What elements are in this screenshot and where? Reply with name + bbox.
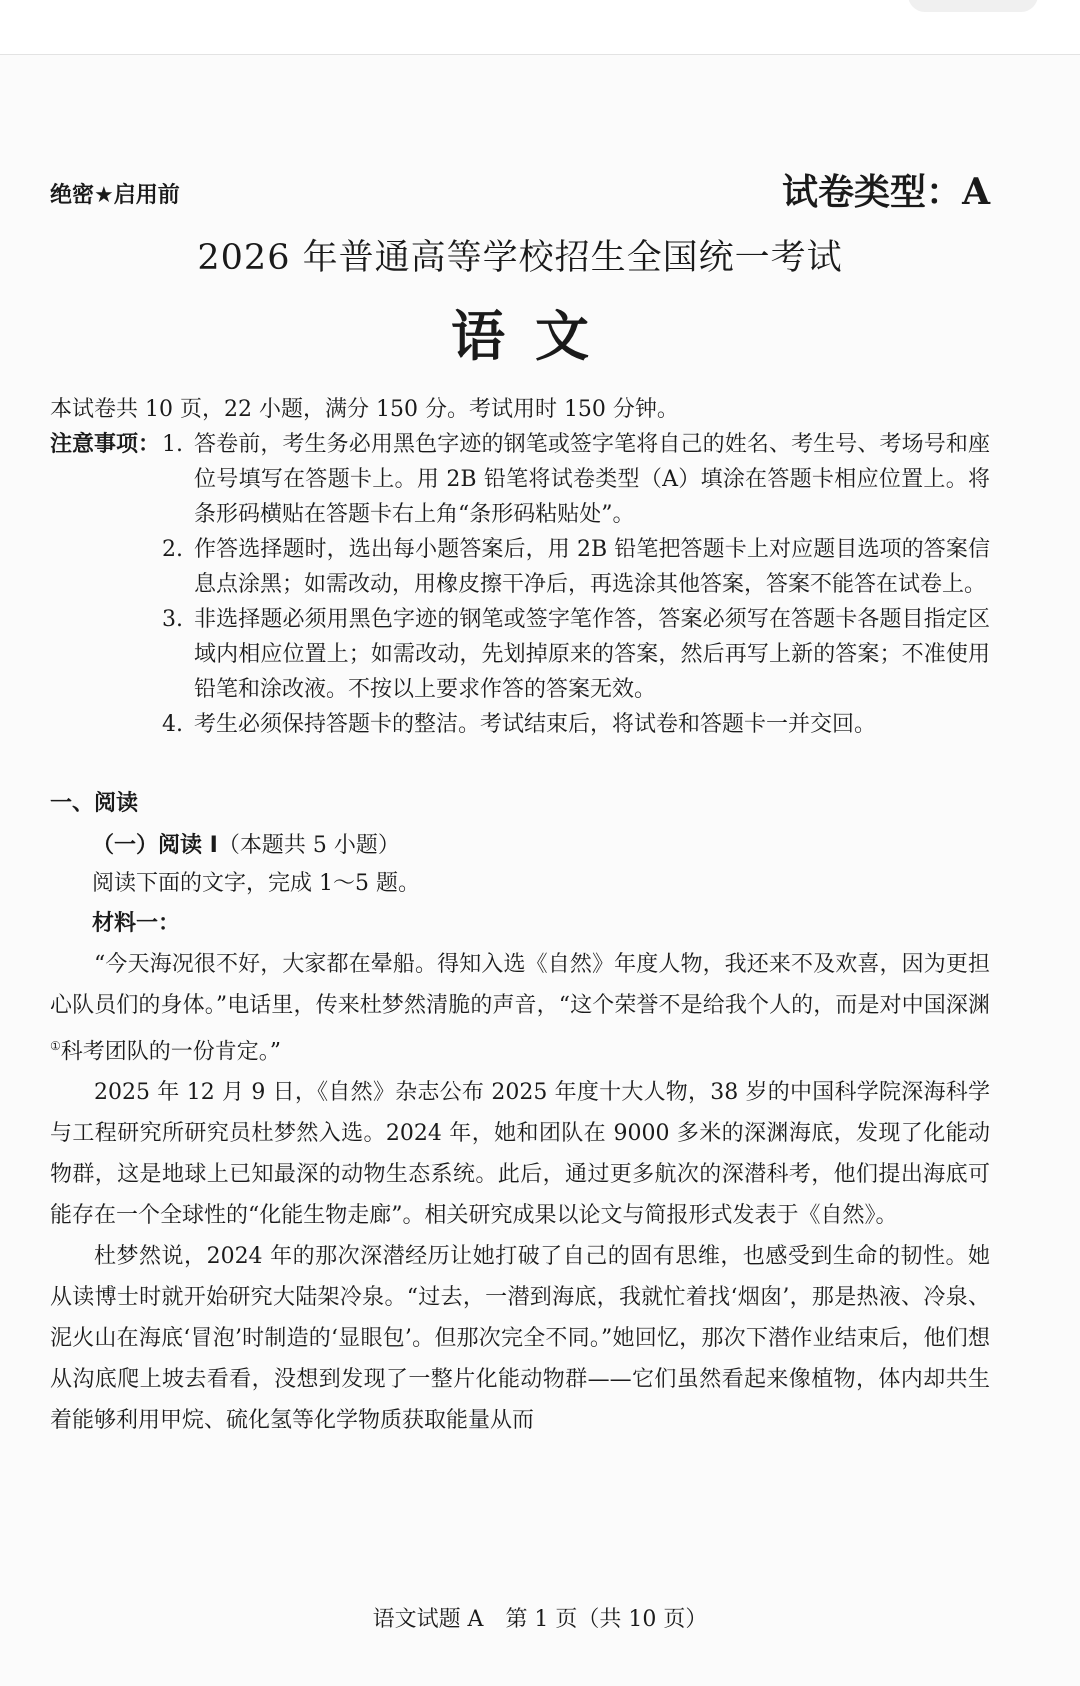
note-number: 2. xyxy=(162,537,183,562)
header-row xyxy=(50,160,990,216)
note-item xyxy=(50,532,990,602)
passage-paragraph xyxy=(50,944,990,1072)
note-number: 4. xyxy=(162,712,183,737)
subsection-title xyxy=(50,828,990,864)
note-text: 答卷前，考生务必用黑色字迹的钢笔或签字笔将自己的姓名、考生号、考场号和座位号填写在答题卡上。用 2B 铅笔将试卷类型（A）填涂在答题卡相应位置上。将条形码横贴在答题卡右上角“条形码粘贴处”。 xyxy=(194,432,990,527)
paper-type-label: 试卷类型： xyxy=(782,172,963,213)
passage-paragraph: 杜梦然说，2024 年的那次深潜经历让她打破了自己的固有思维，也感受到生命的韧性。她从读博士时就开始研究大陆架冷泉。“过去，一潜到海底，我就忙着找‘烟囱’，那是热液、冷泉、泥火山在海底‘冒泡’时制造的‘显眼包’。但那次完全不同。”她回忆，那次下潜作业结束后，他们想从沟底爬上坡去看看，没想到发现了一整片化能动物群——它们虽然看起来像植物，体内却共生着能够利用甲烷、硫化氢等化学物质获取能量从而 xyxy=(50,1244,990,1434)
exam-page xyxy=(50,160,990,1441)
subject-title: 语文 xyxy=(451,305,619,368)
note-item xyxy=(50,602,990,707)
paragraph-text: “今天海况很不好，大家都在晕船。得知入选《自然》年度人物，我还来不及欢喜，因为更担心队员们的身体。”电话里，传来杜梦然清脆的声音，“这个荣誉不是给我个人的，而是对中国深渊 xyxy=(50,952,990,1018)
note-item xyxy=(50,427,990,532)
passage-paragraph: 2025 年 12 月 9 日，《自然》杂志公布 2025 年度十大人物，38 岁的中国科学院深海科学与工程研究所研究员杜梦然入选。2024 年，她和团队在 9000 多米的深渊海底，发现了化能动物群，这是地球上已知最深的动物生态系统。此后，通过更多航次的深潜科考，他们提出海底可能存在一个全球性的“化能生物走廊”。相关研究成果以论文与简报形式发表于《自然》。 xyxy=(50,1080,990,1229)
note-number: 1. xyxy=(162,432,183,457)
exam-title: 2026 年普通高等学校招生全国统一考试 xyxy=(197,238,843,278)
note-text: 非选择题必须用黑色字迹的钢笔或签字笔作答，答案必须写在答题卡各题目指定区域内相应位置上；如需改动，先划掉原来的答案，然后再写上新的答案；不准使用铅笔和涂改液。不按以上要求作答的答案无效。 xyxy=(194,607,990,702)
top-bar-pill xyxy=(908,0,1038,12)
note-text: 作答选择题时，选出每小题答案后，用 2B 铅笔把答题卡上对应题目选项的答案信息点涂黑；如需改动，用橡皮擦干净后，再选涂其他答案，答案不能答在试卷上。 xyxy=(194,537,990,597)
note-text: 考生必须保持答题卡的整洁。考试结束后，将试卷和答题卡一并交回。 xyxy=(194,712,877,737)
footnote-marker: ① xyxy=(50,1039,61,1053)
note-number: 3. xyxy=(162,607,183,632)
material-label: 材料一： xyxy=(92,911,181,936)
paper-type xyxy=(782,164,990,215)
section-title: 一、阅读 xyxy=(50,791,139,816)
page-footer: 语文试题 A 第 1 页（共 10 页） xyxy=(372,1607,708,1632)
note-item xyxy=(50,707,990,742)
paragraph-text: 科考团队的一份肯定。” xyxy=(60,1039,282,1065)
paper-type-value: A xyxy=(962,171,990,213)
notes-block xyxy=(50,427,990,742)
reading-instruction: 阅读下面的文字，完成 1～5 题。 xyxy=(92,871,420,896)
notes-label: 注意事项： xyxy=(50,432,161,457)
confidential-label: 绝密★启用前 xyxy=(50,183,180,208)
subsection-bold: （一）阅读 I xyxy=(92,833,218,858)
top-bar xyxy=(0,0,1080,55)
subsection-rest: （本题共 5 小题） xyxy=(217,833,400,858)
exam-intro: 本试卷共 10 页，22 小题，满分 150 分。考试用时 150 分钟。 xyxy=(50,397,679,422)
